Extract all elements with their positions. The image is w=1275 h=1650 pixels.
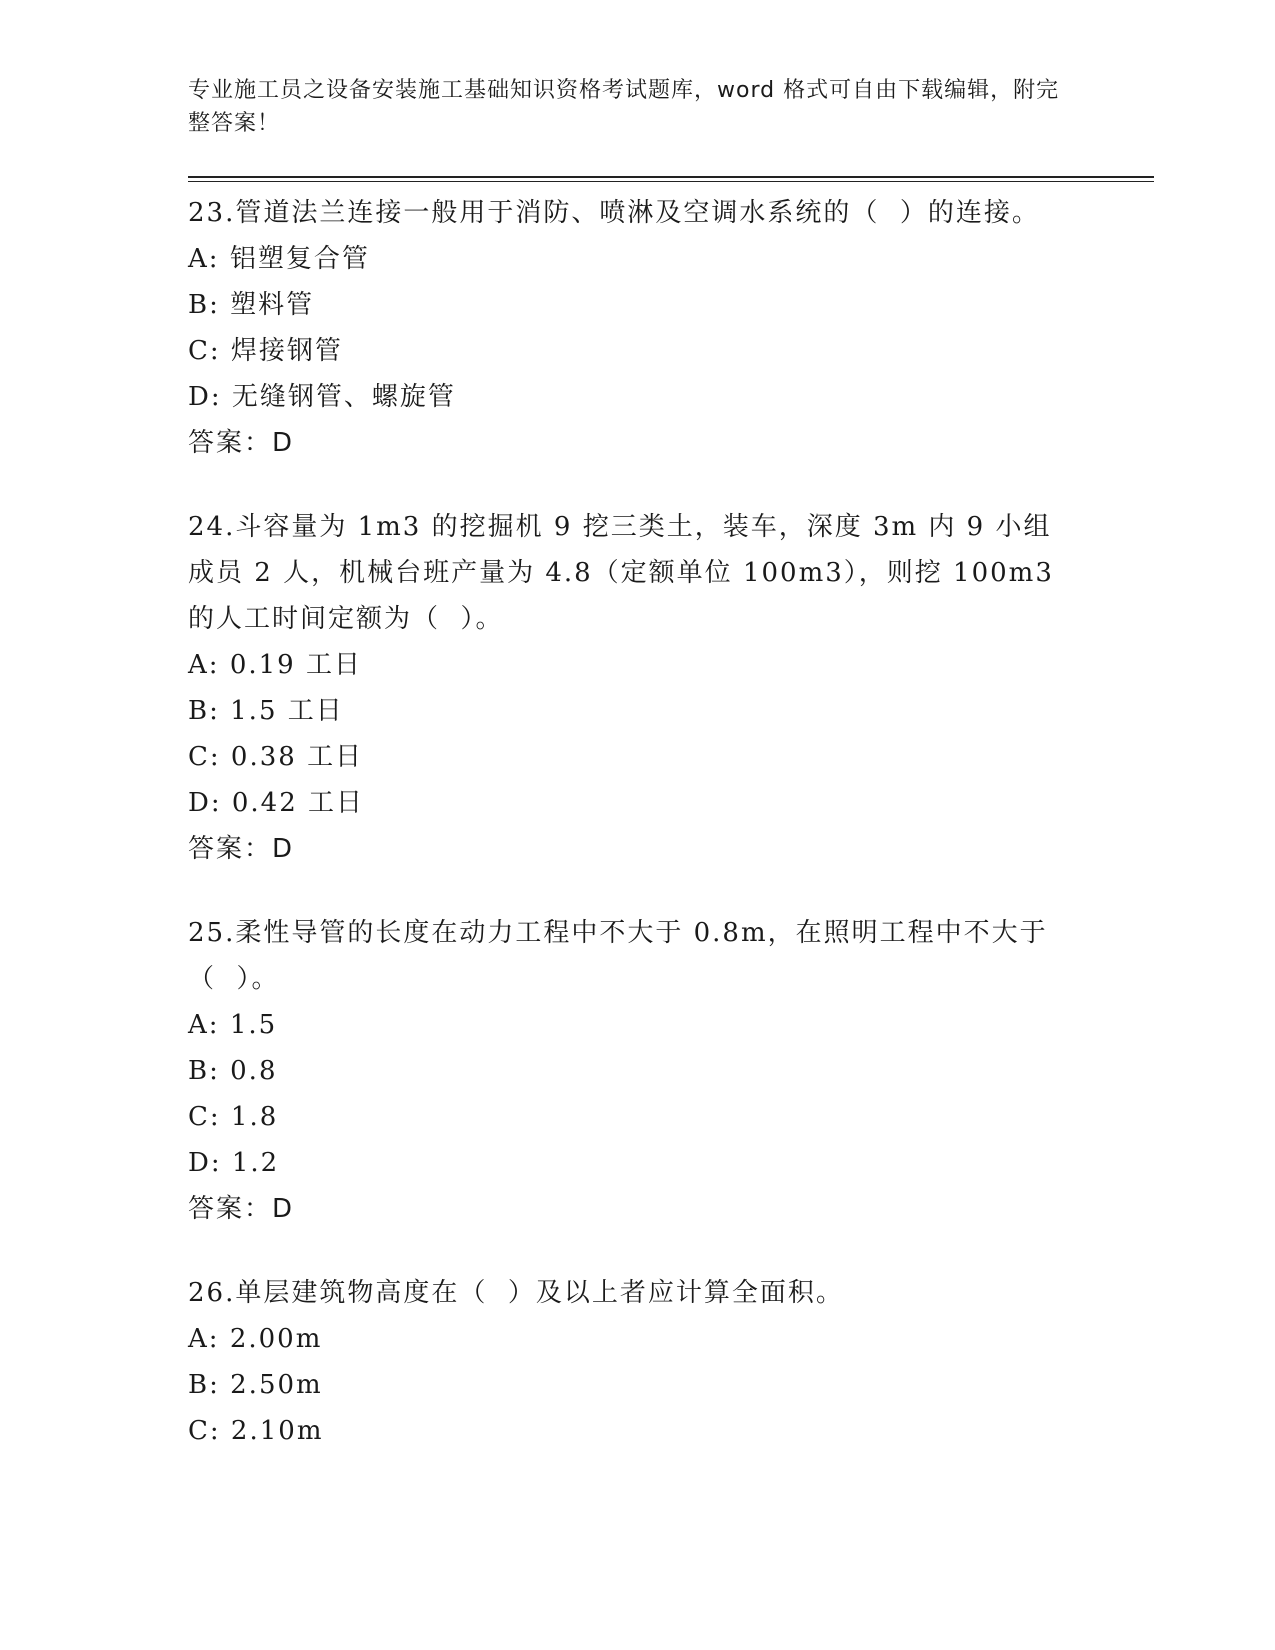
option-label: C: [188,1416,221,1446]
option-b [188,1048,1088,1094]
option-label: B: [188,1370,220,1400]
option-text: 0.8 [230,1056,278,1086]
option-c [188,1408,1088,1454]
question-list [188,190,1088,1492]
option-label: B: [188,1056,220,1086]
option-text: 1.5 工日 [230,696,344,726]
option-d [188,780,1088,826]
option-text: 1.5 [229,1010,278,1040]
option-label: B: [188,290,220,320]
option-d [188,374,1088,420]
option-a [188,1316,1088,1362]
option-text: 0.19 工日 [229,650,362,680]
option-text: 焊接钢管 [230,336,343,366]
option-c [188,1094,1088,1140]
option-text: 1.8 [230,1102,279,1132]
option-text: 0.42 工日 [231,788,365,818]
option-text: 2.50m [230,1370,323,1400]
option-label: C: [188,742,221,772]
answer-line: 答案：D [188,428,295,458]
option-a [188,642,1088,688]
option-c [188,734,1088,780]
header-divider-thick [188,176,1154,178]
option-label: D: [188,1148,222,1178]
option-text: 塑料管 [230,290,315,320]
option-text: 2.00m [229,1324,323,1354]
option-text: 0.38 工日 [230,742,364,772]
document-header: 专业施工员之设备安装施工基础知识资格考试题库，word 格式可自由下载编辑，附完整答案！ [188,78,1060,136]
option-label: A: [188,1010,220,1040]
option-text: 无缝钢管、螺旋管 [231,382,456,412]
answer-line: 答案：D [188,1194,295,1224]
option-b [188,688,1088,734]
option-text: 铝塑复合管 [229,244,370,274]
option-label: C: [188,336,221,366]
option-text: 1.2 [231,1148,280,1178]
question-text: 23.管道法兰连接一般用于消防、喷淋及空调水系统的（ ）的连接。 [188,198,1040,228]
option-label: D: [188,382,222,412]
option-label: A: [188,650,220,680]
option-label: A: [188,244,220,274]
option-b [188,1362,1088,1408]
question-text: 26.单层建筑物高度在（ ）及以上者应计算全面积。 [188,1278,844,1308]
option-label: B: [188,696,220,726]
question-24 [188,504,1088,872]
question-23 [188,190,1088,466]
question-text: 25.柔性导管的长度在动力工程中不大于 0.8m，在照明工程中不大于（ ）。 [188,918,1048,994]
question-26 [188,1270,1088,1454]
option-d [188,1140,1088,1186]
header-divider-thin [188,181,1154,182]
question-text: 24.斗容量为 1m3 的挖掘机 9 挖三类土，装车，深度 3m 内 9 小组成员 2 人，机械台班产量为 4.8（定额单位 100m3），则挖 100m3 的人工时间定额为（ ）。 [188,512,1065,634]
option-label: A: [188,1324,220,1354]
option-a [188,236,1088,282]
option-text: 2.10m [230,1416,324,1446]
question-25 [188,910,1088,1232]
answer-line: 答案：D [188,834,295,864]
option-b [188,282,1088,328]
option-a [188,1002,1088,1048]
option-label: D: [188,788,222,818]
option-c [188,328,1088,374]
option-label: C: [188,1102,221,1132]
